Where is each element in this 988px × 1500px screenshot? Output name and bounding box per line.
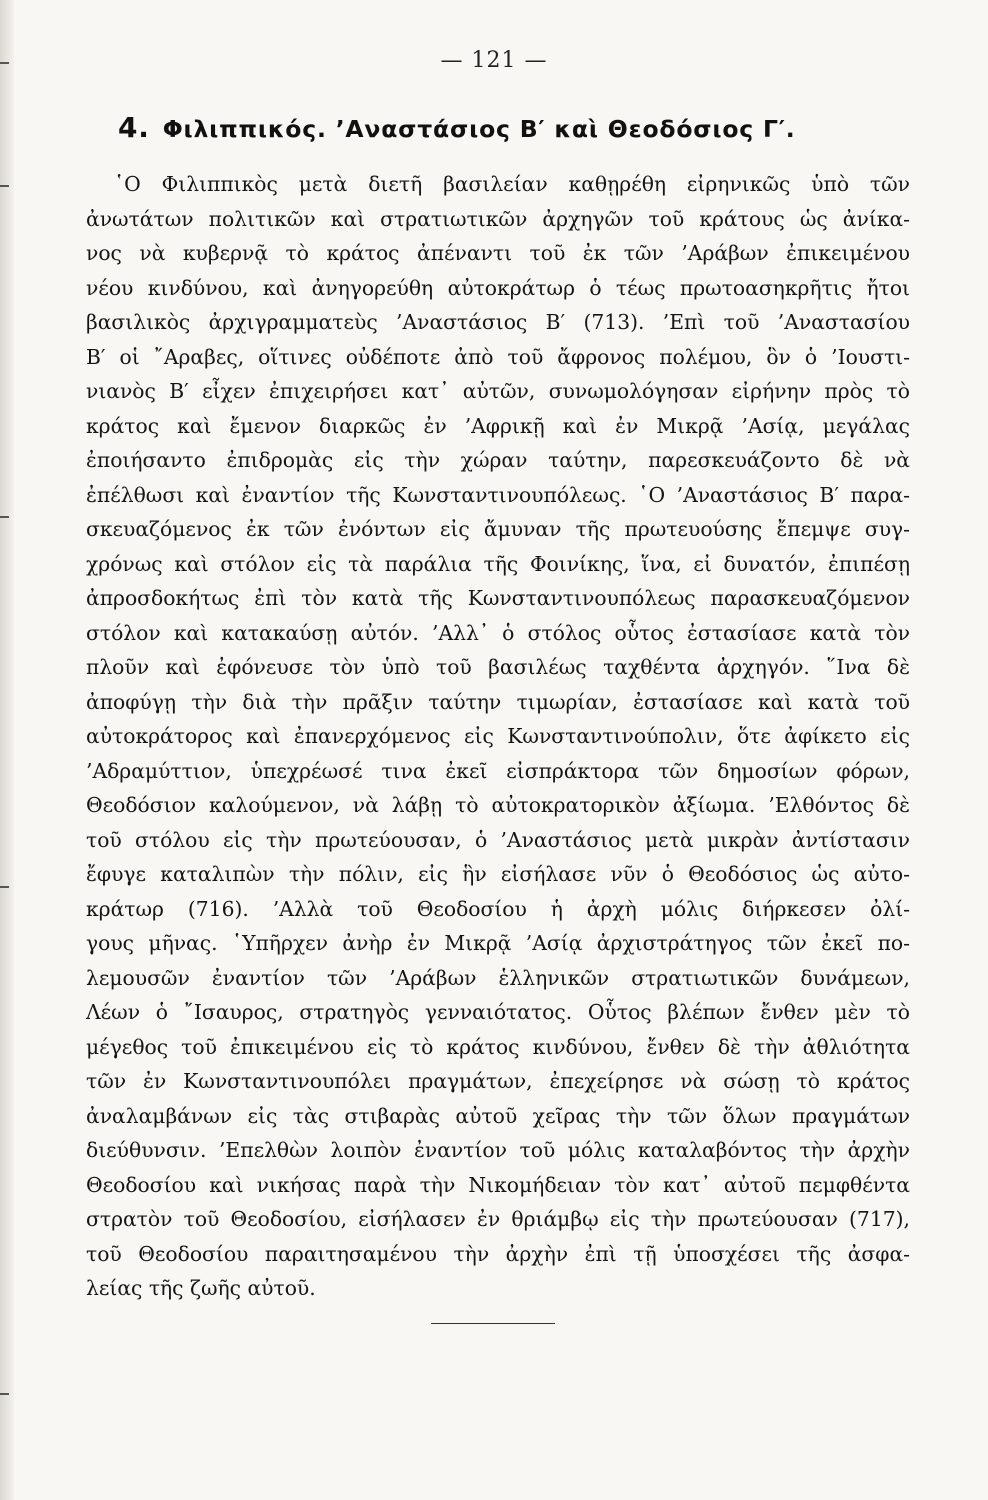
edge-mark [0, 516, 9, 518]
edge-mark [0, 886, 9, 888]
text-line: Θεοδοσίου καὶ νικήσας παρὰ τὴν Νικομήδειαν τὸν κατ᾽ αὐτοῦ πεμφθέντα [86, 1172, 910, 1197]
text-line: νιανὸς Β′ εἶχεν ἐπιχειρήσει κατ᾽ αὐτῶν, συνωμολόγησαν εἰρήνην πρὸς τὸ [86, 379, 910, 403]
chapter-heading [118, 111, 928, 144]
text-line: γους μῆνας. ῾Υπῆρχεν ἀνὴρ ἐν Μικρᾷ ’Ασίᾳ ἀρχιστράτηγος τῶν ἐκεῖ πο- [86, 931, 910, 955]
text-line: τοῦ στόλου εἰς τὴν πρωτεύουσαν, ὁ ’Αναστάσιος μετὰ μικρὰν ἀντίστασιν [86, 827, 910, 852]
text-line: σκευαζόμενος ἐκ τῶν ἐνόντων εἰς ἄμυναν τῆς πρωτευούσης ἔπεμψε συγ- [86, 517, 910, 541]
text-line: πλοῦν καὶ ἐφόνευσε τὸν ὑπὸ τοῦ βασιλέως ταχθέντα ἀρχηγόν. ῞Ινα δὲ [86, 655, 910, 679]
text-line: κράτος καὶ ἔμενον διαρκῶς ἐν ’Αφρικῇ καὶ ἐν Μικρᾷ ’Ασίᾳ, μεγάλας [86, 413, 910, 438]
edge-mark [0, 1393, 9, 1395]
section-title: Φιλιππικός. ’Αναστάσιος Β′ καὶ Θεοδόσιος Γ′. [162, 115, 796, 143]
text-line: λεμουσῶν ἐναντίον τῶν ’Αράβων ἑλληνικῶν στρατιωτικῶν δυνάμεων, [86, 965, 910, 990]
text-line: στρατὸν τοῦ Θεοδοσίου, εἰσήλασεν ἐν θριάμβῳ εἰς τὴν πρωτεύουσαν (717), [86, 1207, 910, 1231]
section-number: 4. [118, 111, 150, 144]
page-number: — 121 — [440, 48, 548, 73]
text-line: ἐποιήσαντο ἐπιδρομὰς εἰς τὴν χώραν ταύτην, παρεσκευάζοντο δὲ νὰ [86, 448, 910, 472]
text-line: βασιλικὸς ἀρχιγραμματεὺς ’Αναστάσιος Β′ (713). ’Επὶ τοῦ ’Αναστασίου [86, 310, 910, 334]
text-line: νος νὰ κυβερνᾷ τὸ κράτος ἀπέναντι τοῦ ἐκ τῶν ’Αράβων ἐπικειμένου [86, 241, 910, 265]
paragraph [86, 167, 910, 1306]
text-line: νέου κινδύνου, καὶ ἀνηγορεύθη αὐτοκράτωρ ὁ τέως πρωτοασηκρῆτις ἤτοι [86, 275, 910, 300]
page-left-edge [0, 0, 14, 1500]
edge-mark [0, 185, 9, 187]
text-line: αὐτοκράτορος καὶ ἐπανερχόμενος εἰς Κωνσταντινούπολιν, ὅτε ἀφίκετο εἰς [86, 724, 910, 748]
text-line: ἀποφύγῃ τὴν διὰ τὴν πρᾶξιν ταύτην τιμωρίαν, ἐστασίασε καὶ κατὰ τοῦ [86, 689, 910, 714]
text-line: διεύθυνσιν. ’Επελθὼν λοιπὸν ἐναντίον τοῦ μόλις καταλαβόντος τὴν ἀρχὴν [86, 1138, 910, 1162]
text-line: ἀνωτάτων πολιτικῶν καὶ στρατιωτικῶν ἀρχηγῶν τοῦ κράτους ὡς ἀνίκα- [86, 206, 910, 231]
text-line: στόλον καὶ κατακαύσῃ αὐτόν. ’Αλλ᾽ ὁ στόλος οὗτος ἐστασίασε κατὰ τὸν [86, 620, 910, 645]
text-line: λείας τῆς ζωῆς αὐτοῦ. [86, 1276, 316, 1300]
text-line: ῾Ο Φιλιππικὸς μετὰ διετῆ βασιλείαν καθῃρέθη εἰρηνικῶς ὑπὸ τῶν [114, 172, 910, 196]
text-line: Β′ οἱ ῎Αραβες, οἵτινες οὐδέποτε ἀπὸ τοῦ ἄφρονος πολέμου, ὃν ὁ ’Ιουστι- [86, 344, 910, 369]
text-line: τῶν ἐν Κωνσταντινουπόλει πραγμάτων, ἐπεχείρησε νὰ σώσῃ τὸ κράτος [86, 1069, 910, 1093]
text-line: ἔφυγε καταλιπὼν τὴν πόλιν, εἰς ἣν εἰσήλασε νῦν ὁ Θεοδόσιος ὡς αὐτο- [86, 862, 910, 886]
text-line: ἐπέλθωσι καὶ ἐναντίον τῆς Κωνσταντινουπόλεως. ῾Ο ’Αναστάσιος Β′ παρα- [86, 482, 910, 507]
text-line: ἀναλαμβάνων εἰς τὰς στιβαρὰς αὐτοῦ χεῖρας τὴν τῶν ὅλων πραγμάτων [86, 1103, 910, 1128]
end-rule [431, 1323, 555, 1324]
text-line: κράτωρ (716). ’Αλλὰ τοῦ Θεοδοσίου ἡ ἀρχὴ μόλις διήρκεσεν ὀλί- [86, 896, 910, 921]
text-line: Θεοδόσιον καλούμενον, νὰ λάβῃ τὸ αὐτοκρατορικὸν ἀξίωμα. ’Ελθόντος δὲ [86, 793, 910, 817]
text-line: ἀπροσδοκήτως ἐπὶ τὸν κατὰ τῆς Κωνσταντινουπόλεως παρασκευαζόμενον [86, 586, 910, 610]
text-line: χρόνως καὶ στόλον εἰς τὰ παράλια τῆς Φοινίκης, ἵνα, εἰ δυνατόν, ἐπιπέσῃ [86, 551, 910, 576]
text-line: Λέων ὁ ῎Ισαυρος, στρατηγὸς γενναιότατος. Οὗτος βλέπων ἔνθεν μὲν τὸ [86, 1000, 910, 1024]
text-line: μέγεθος τοῦ ἐπικειμένου εἰς τὸ κράτος κινδύνου, ἔνθεν δὲ τὴν ἀθλιότητα [86, 1034, 910, 1059]
text-line: ’Αδραμύττιον, ὑπεχρέωσέ τινα ἐκεῖ εἰσπράκτορα τῶν δημοσίων φόρων, [86, 758, 910, 783]
text-line: τοῦ Θεοδοσίου παραιτησαμένου τὴν ἀρχὴν ἐπὶ τῇ ὑποσχέσει τῆς ἀσφα- [86, 1241, 910, 1266]
